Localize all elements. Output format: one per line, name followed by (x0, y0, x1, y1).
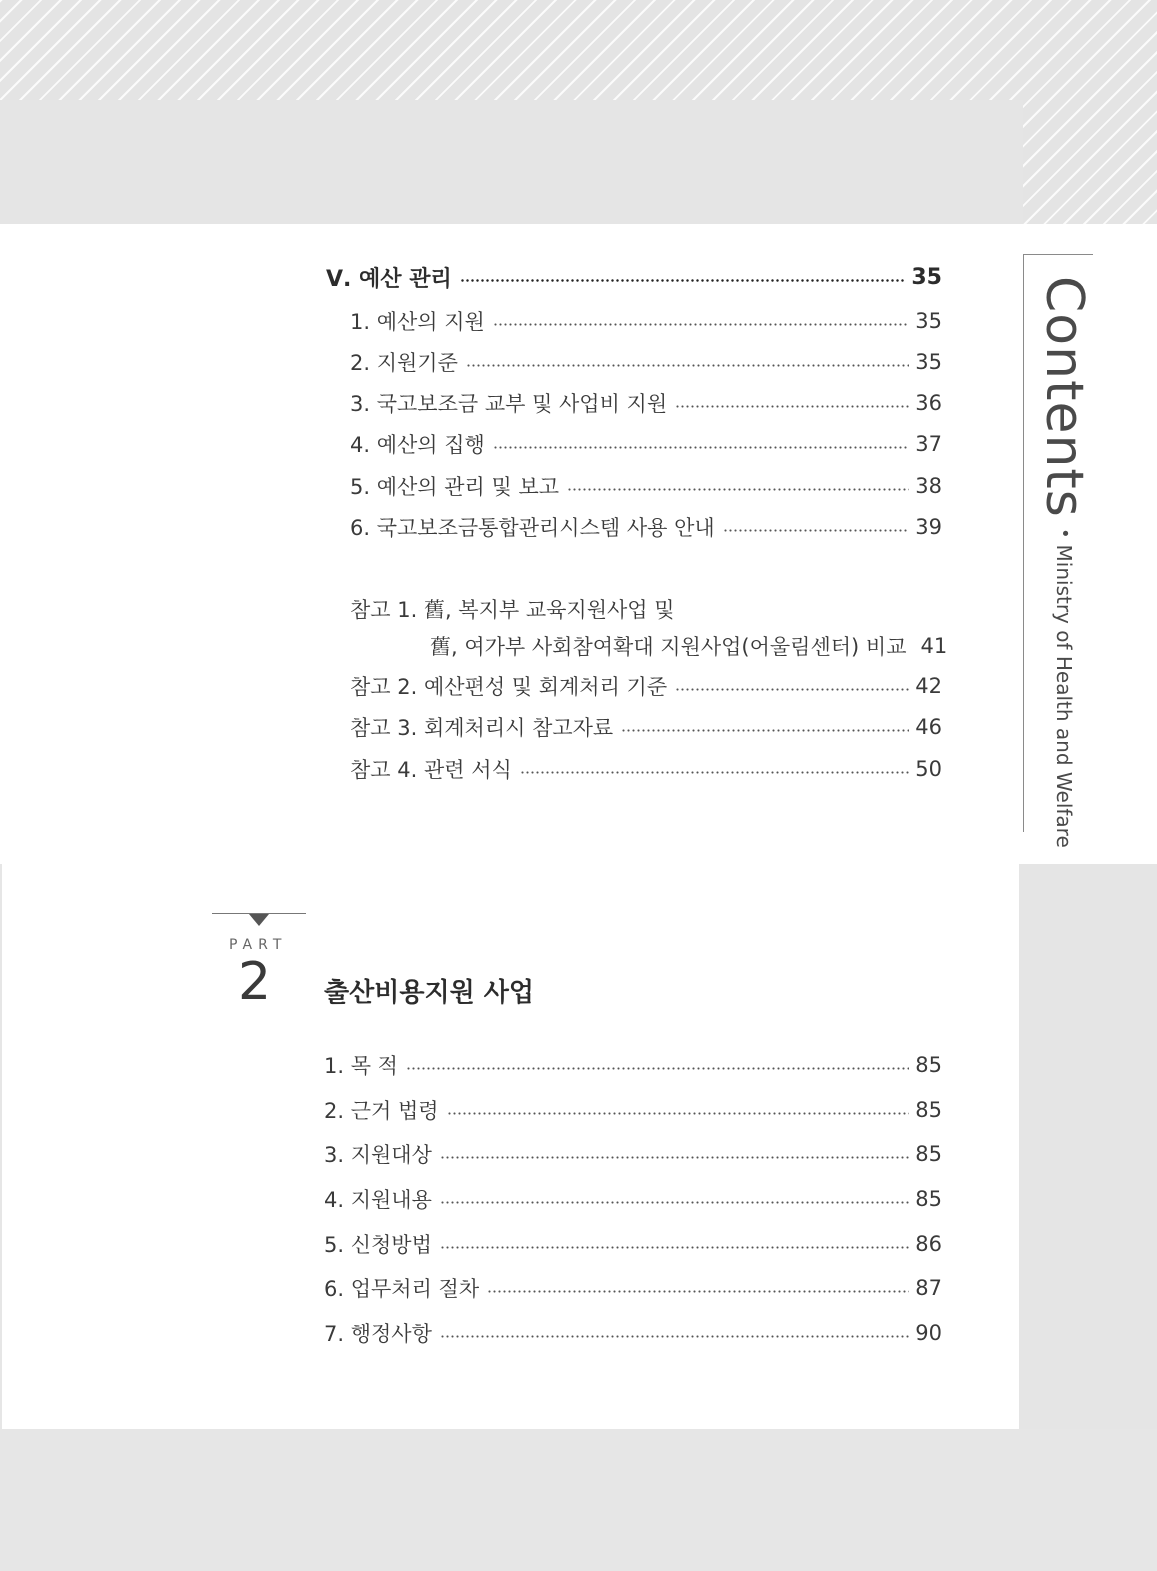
toc-page-number: 87 (915, 1276, 942, 1300)
toc-page-number: 90 (915, 1321, 942, 1345)
dot-leader (447, 1112, 910, 1115)
dot-leader (493, 446, 909, 449)
toc-item-label: 1. 예산의 지원 (350, 310, 485, 334)
toc-item-row[interactable] (324, 1183, 942, 1215)
dot-leader (621, 729, 909, 732)
toc-page-number: 41 (920, 634, 948, 658)
dot-leader (440, 1246, 909, 1249)
toc-section-5 (326, 260, 948, 800)
toc-item-label: 참고 2. 예산편성 및 회계처리 기준 (350, 675, 668, 699)
dot-leader (567, 488, 909, 491)
toc-item-label: 5. 예산의 관리 및 보고 (350, 475, 560, 499)
toc-page-number: 85 (915, 1187, 942, 1211)
toc-item-row[interactable] (324, 1049, 942, 1081)
toc-item-row[interactable] (350, 346, 942, 378)
dot-leader (466, 364, 909, 367)
toc-item-label: 2. 근거 법령 (324, 1099, 439, 1123)
triangle-down-icon (249, 914, 269, 926)
toc-item-label: 참고 3. 회계처리시 참고자료 (350, 716, 614, 740)
toc-item-label: 1. 목 적 (324, 1054, 398, 1078)
toc-item-label: 참고 4. 관련 서식 (350, 758, 512, 782)
toc-page-number: 35 (911, 264, 942, 290)
side-gray-band (1019, 864, 1157, 1429)
toc-page-number: 46 (915, 715, 942, 739)
toc-page-number: 85 (915, 1142, 942, 1166)
toc-page-number: 86 (915, 1232, 942, 1256)
toc-item-label: 5. 신청방법 (324, 1233, 432, 1257)
dot-leader (675, 688, 909, 691)
toc-ref-row[interactable] (350, 670, 942, 702)
toc-item-label: 3. 국고보조금 교부 및 사업비 지원 (350, 392, 668, 416)
toc-item-row[interactable] (350, 387, 942, 419)
toc-page-number: 39 (915, 515, 942, 539)
toc-page-number: 50 (915, 757, 942, 781)
part-number: 2 (238, 952, 272, 1012)
ministry-subtitle: Ministry of Health and Welfare (1052, 544, 1076, 848)
toc-ref-row[interactable] (350, 753, 942, 785)
toc-ref-1-first-line[interactable]: 참고 1. 舊, 복지부 교육지원사업 및 (350, 598, 675, 622)
toc-page-number: 35 (915, 350, 942, 374)
toc-part-2 (324, 1048, 942, 1358)
toc-item-row[interactable] (324, 1272, 942, 1304)
toc-heading-row[interactable] (326, 261, 942, 293)
dot-leader (440, 1201, 909, 1204)
dot-leader (723, 529, 910, 532)
toc-item-label: 6. 국고보조금통합관리시스템 사용 안내 (350, 516, 715, 540)
toc-item-row[interactable] (350, 511, 942, 543)
part-label: PART (229, 937, 288, 953)
toc-ref-1-continuation-row[interactable] (430, 630, 948, 662)
toc-item-label: 6. 업무처리 절차 (324, 1277, 480, 1301)
toc-item-label: 4. 지원내용 (324, 1188, 432, 1212)
contents-title: Contents (1034, 276, 1094, 518)
dot-leader (675, 405, 909, 408)
header-gray-band (0, 100, 1023, 224)
toc-item-label: 舊, 여가부 사회참여확대 지원사업(어울림센터) 비교 (430, 635, 907, 659)
toc-page-number: 85 (915, 1053, 942, 1077)
dot-leader (520, 771, 909, 774)
toc-page-number: 37 (915, 432, 942, 456)
toc-page-number: 42 (915, 674, 942, 698)
toc-page-number: 38 (915, 474, 942, 498)
toc-item-row[interactable] (350, 470, 942, 502)
dot-leader (493, 323, 909, 326)
toc-item-row[interactable] (324, 1094, 942, 1126)
dot-leader (440, 1156, 909, 1159)
title-separator: • (1054, 527, 1075, 539)
side-horizontal-rule (1023, 254, 1093, 255)
toc-item-row[interactable] (350, 305, 942, 337)
part-title: 출산비용지원 사업 (324, 978, 534, 1008)
toc-page-number: 35 (915, 309, 942, 333)
toc-page-number: 36 (915, 391, 942, 415)
side-contents-header (1034, 276, 1094, 848)
dot-leader (460, 279, 906, 282)
toc-item-row[interactable] (324, 1317, 942, 1349)
toc-item-label: 3. 지원대상 (324, 1143, 432, 1167)
side-vertical-rule (1023, 254, 1024, 832)
toc-item-row[interactable] (324, 1228, 942, 1260)
toc-page-number: 85 (915, 1098, 942, 1122)
dot-leader (487, 1290, 909, 1293)
toc-item-row[interactable] (324, 1138, 942, 1170)
toc-item-label: 7. 행정사항 (324, 1322, 432, 1346)
toc-heading-label: Ⅴ. 예산 관리 (326, 266, 452, 292)
dot-leader (440, 1335, 909, 1338)
toc-ref-row[interactable] (350, 711, 942, 743)
toc-item-label: 2. 지원기준 (350, 351, 458, 375)
toc-item-label: 4. 예산의 집행 (350, 433, 485, 457)
dot-leader (406, 1067, 909, 1070)
toc-item-row[interactable] (350, 428, 942, 460)
